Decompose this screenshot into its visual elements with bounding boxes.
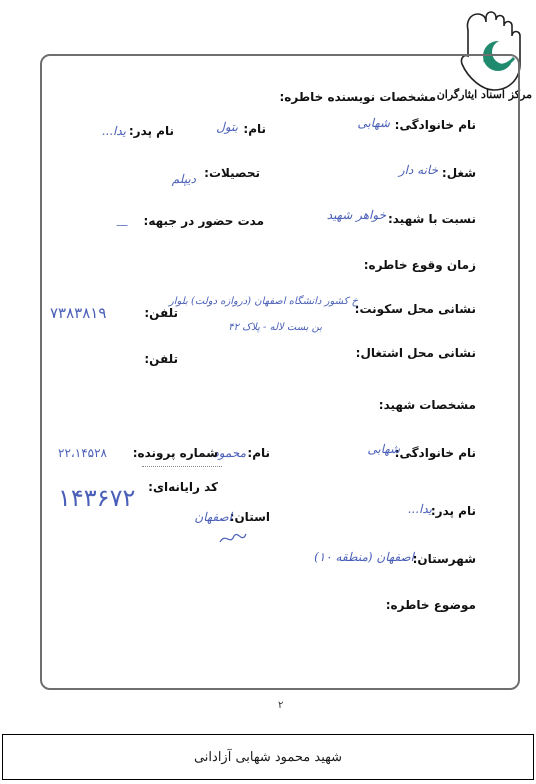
martyr-name-value: محمود <box>213 446 246 460</box>
name-label: نام: <box>243 122 266 136</box>
phone-value: ۷۳۸۳۸۱۹ <box>50 304 107 322</box>
file-number-value: ۲۲،۱۴۵۲۸ <box>58 446 107 460</box>
logo-text: مرکز اسناد ایثارگران <box>436 88 532 101</box>
martyr-name-label: نام: <box>247 446 270 460</box>
province-value: اصفهان <box>194 510 232 524</box>
city-value: اصفهان (منطقه ۱۰) <box>314 550 414 564</box>
job-label: شغل: <box>441 166 476 180</box>
phone-label: تلفن: <box>144 306 178 320</box>
education-value: دیپلم <box>171 172 196 186</box>
computer-code-value: ۱۴۳۶۷۲ <box>58 484 136 512</box>
name-value: بتول <box>216 120 238 134</box>
surname-value: شهابی <box>357 116 390 130</box>
computer-code-label: کد رایانه‌ای: <box>148 480 218 494</box>
form-frame <box>40 54 520 690</box>
caption-box <box>2 734 534 780</box>
martyr-father-label: نام پدر: <box>430 504 476 518</box>
work-address-label: نشانی محل اشتغال: <box>355 346 476 360</box>
page-number: ۲ <box>278 700 284 711</box>
address-value-line1: خ کشور دانشگاه اصفهان (دروازه دولت) بلوار <box>168 296 358 307</box>
caption-text: شهید محمود شهابی آزادانی <box>193 749 343 765</box>
province-label: استان: <box>229 510 270 524</box>
author-section-title: مشخصات نویسنده خاطره: <box>279 90 436 104</box>
martyr-father-value: یدا... <box>407 502 432 516</box>
work-phone-label: تلفن: <box>144 352 178 366</box>
martyr-surname-value: شهابی <box>367 442 400 456</box>
martyr-surname-label: نام خانوادگی: <box>394 446 476 460</box>
signature-scribble-icon <box>218 528 248 548</box>
relation-value: خواهر شهید <box>326 208 386 222</box>
city-label: شهرستان: <box>412 552 476 566</box>
job-value: خانه دار <box>398 163 438 177</box>
surname-label: نام خانوادگی: <box>394 118 476 132</box>
father-name-label: نام پدر: <box>128 124 174 138</box>
front-duration-label: مدت حضور در جبهه: <box>143 214 264 228</box>
address-label: نشانی محل سکونت: <box>354 302 476 316</box>
file-number-label: شماره پرونده: <box>132 446 218 460</box>
father-name-value: یدا... <box>101 124 126 138</box>
memory-subject-label: موضوع خاطره: <box>385 598 476 612</box>
martyr-section-title: مشخصات شهید: <box>378 398 476 412</box>
memory-time-label: زمان وقوع خاطره: <box>363 258 476 272</box>
address-value-line2: بن بست لاله - پلاک ۴۲ <box>228 322 322 333</box>
education-label: تحصیلات: <box>204 166 260 180</box>
relation-label: نسبت با شهید: <box>387 212 476 226</box>
front-duration-value: — <box>116 218 128 232</box>
file-number-underline <box>142 466 222 467</box>
